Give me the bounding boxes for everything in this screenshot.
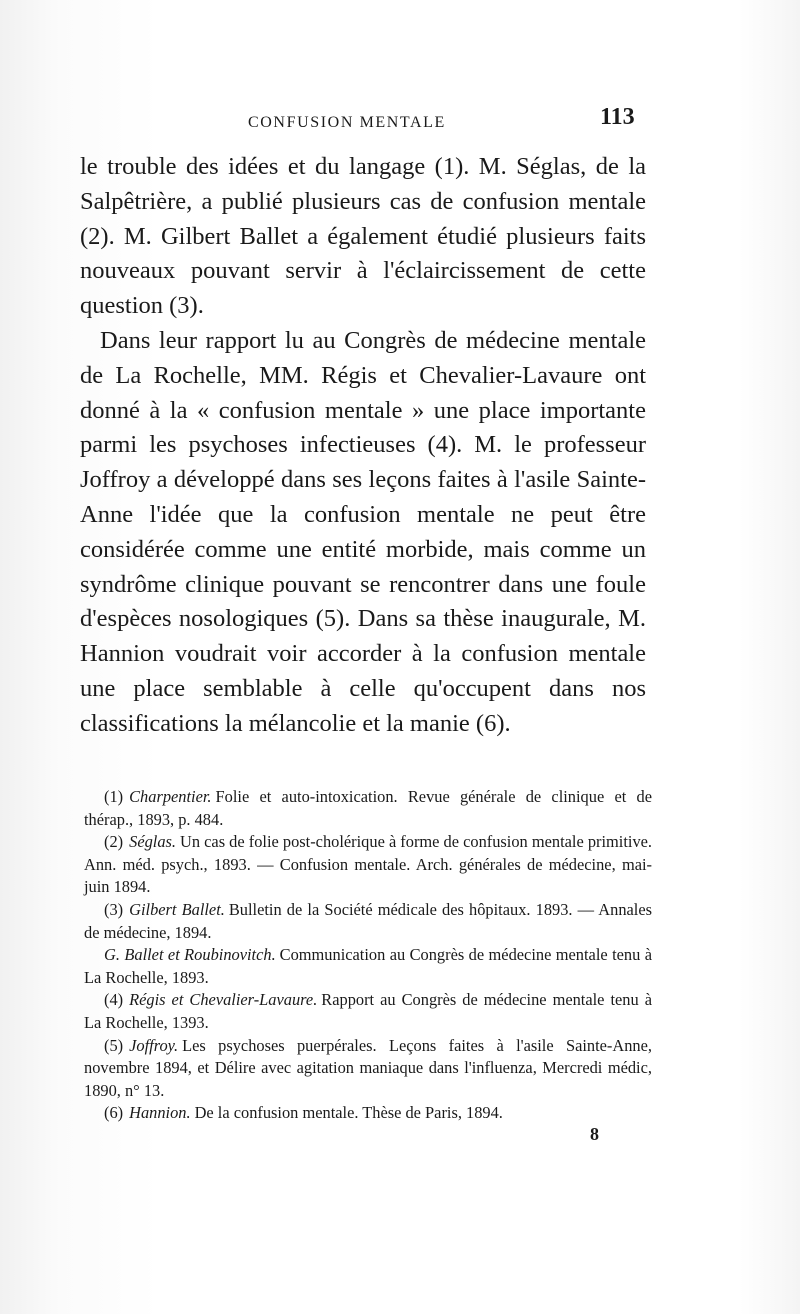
footnote-text: Rapport au Congrès de médecine mentale tenu à La Rochelle, 1393. — [84, 990, 652, 1032]
footnote — [84, 989, 652, 1034]
footnote-text: Folie et auto-intoxication. Revue générale de clinique et de thérap., 1893, p. 484. — [84, 787, 652, 829]
footnote-author: Hannion. — [129, 1103, 191, 1123]
running-head — [0, 104, 800, 142]
footnote-author: Régis et Chevalier-Lavaure. — [129, 990, 318, 1010]
paragraph-continued: le trouble des idées et du langage (1). M. Séglas, de la Salpêtrière, a publié plusieurs cas de confusion mentale (2). M. Gilbert Ballet a également étudié plusieurs faits nouveaux pouvant servir à l'éclaircissement de cette question (3). — [80, 153, 646, 320]
footnote-number: (4) — [104, 990, 124, 1010]
footnote-author: Gilbert Ballet. — [129, 899, 225, 919]
signature-mark: 8 — [590, 1124, 599, 1144]
footnote-author: Joffroy. — [129, 1035, 179, 1055]
footnote-text: Un cas de folie post-cholérique à forme de confusion mentale primitive. Ann. méd. psych., 1893. — Confusion mentale. Arch. générales de médecine, mai-juin 1894. — [84, 832, 653, 897]
footnote — [84, 831, 652, 899]
footnote — [84, 944, 652, 989]
running-title: CONFUSION MENTALE — [248, 114, 446, 131]
footnotes — [84, 786, 652, 1125]
footnote — [84, 899, 652, 944]
footnote-number: (3) — [104, 899, 124, 919]
footnote-number: (6) — [104, 1103, 124, 1123]
footnote-number: (1) — [104, 787, 124, 806]
paragraph: Dans leur rapport lu au Congrès de médecine mentale de La Rochelle, MM. Régis et Chevalier-Lavaure ont donné à la « confusion mentale » une place importante parmi les psychoses infectieuses (4). M. le professeur Joffroy a développé dans ses leçons faites à l'asile Sainte-Anne l'idée que la confusion mentale ne peut être considérée comme une entité morbide, mais comme un syndrôme clinique pouvant se rencontrer dans une foule d'espèces nosologiques (5). Dans sa thèse inaugurale, M. Hannion voudrait voir accorder à la confusion mentale une place semblable à celle qu'occupent dans nos classifications la mélancolie et la manie (6). — [80, 326, 646, 737]
footnote-text: Les psychoses puerpérales. Leçons faites à l'asile Sainte-Anne, novembre 1894, et Délire avec agitation maniaque dans l'influenza, Mercredi médic, 1890, n° 13. — [84, 1035, 652, 1100]
footnote-author: G. Ballet et Roubinovitch. — [104, 945, 276, 965]
footnote — [84, 786, 652, 831]
page-number: 113 — [600, 104, 635, 130]
main-text — [80, 150, 646, 742]
footnote-author: Séglas. — [129, 832, 177, 852]
footnote-number: (2) — [104, 832, 124, 852]
footnote-text: De la confusion mentale. Thèse de Paris, 1894. — [194, 1103, 503, 1123]
footnote-number: (5) — [104, 1035, 124, 1055]
footnote-text: Bulletin de la Société médicale des hôpitaux. 1893. — Annales de médecine, 1894. — [84, 899, 652, 942]
footnote — [84, 1035, 652, 1103]
footnote — [84, 1102, 652, 1125]
footnote-author: Charpentier. — [129, 787, 212, 806]
footnote-text: Communication au Congrès de médecine mentale tenu à La Rochelle, 1893. — [84, 945, 652, 987]
